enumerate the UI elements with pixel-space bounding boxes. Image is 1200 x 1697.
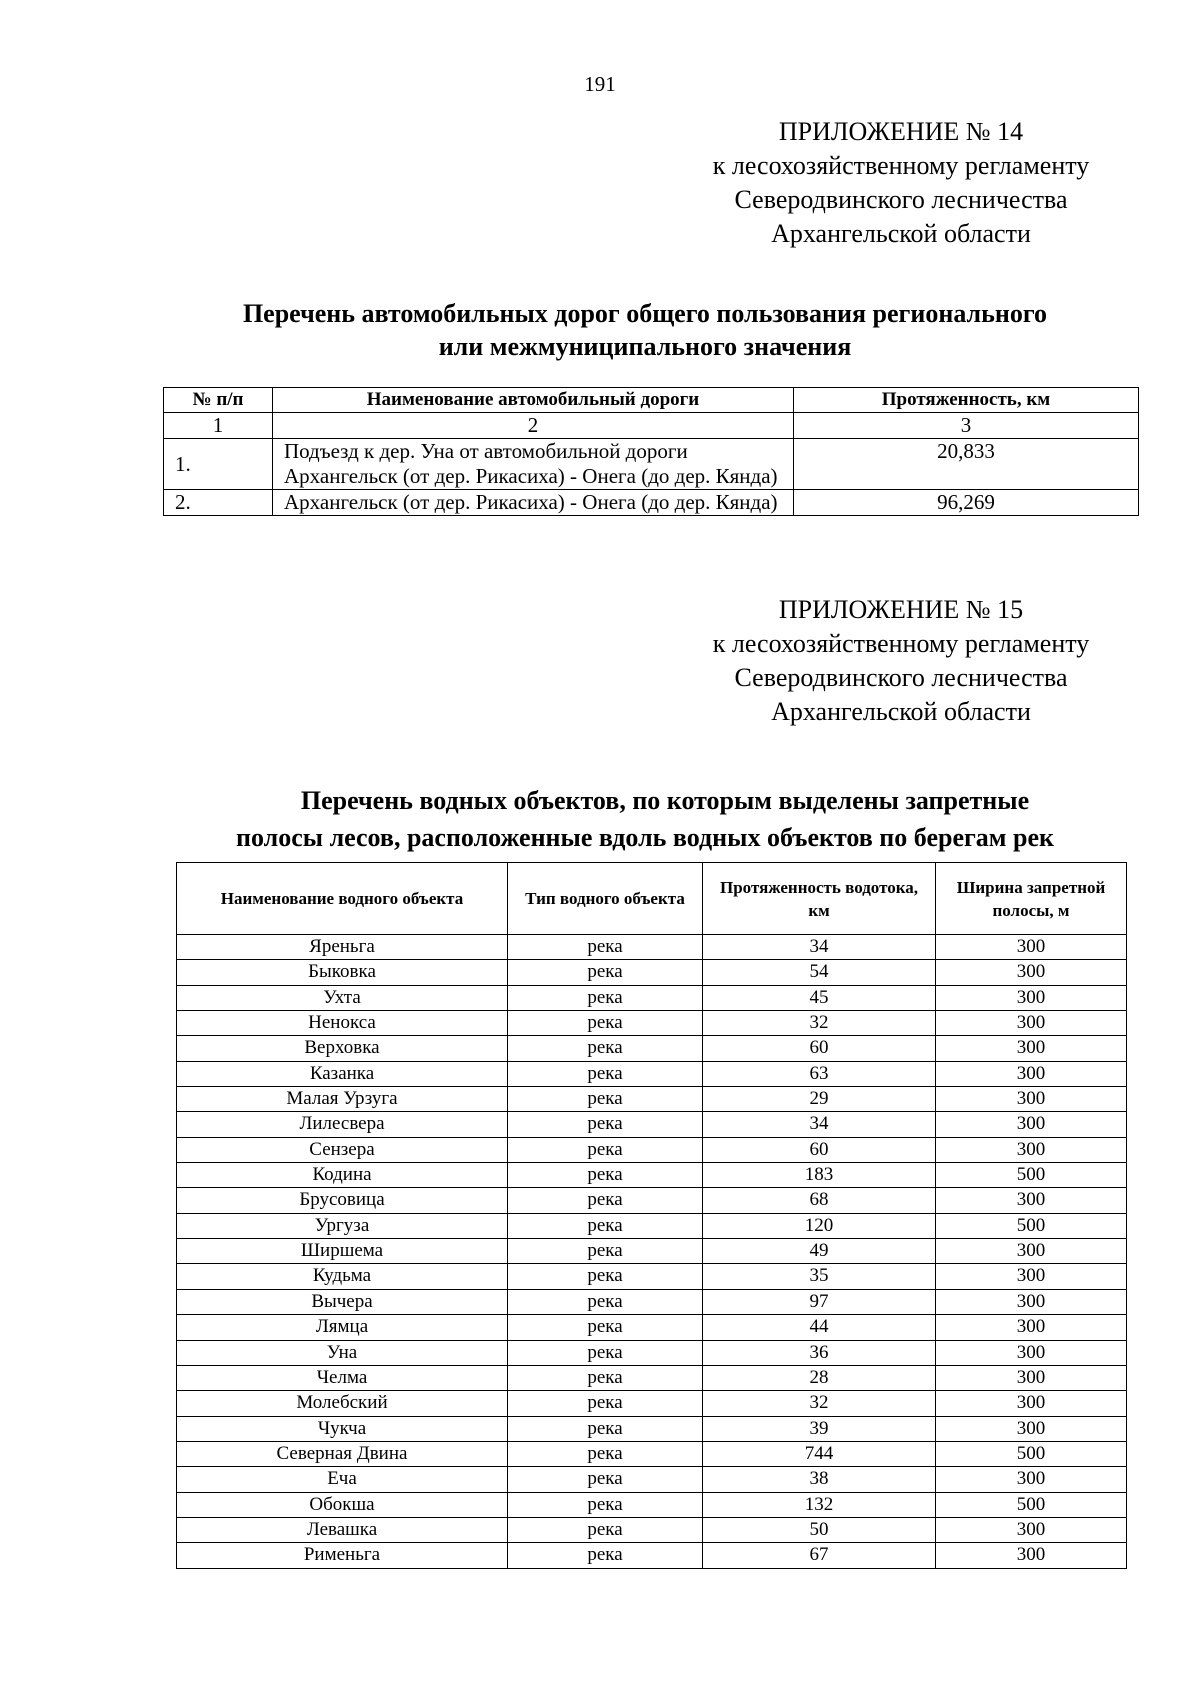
zone-width: 300 [936, 1036, 1127, 1061]
zone-width: 500 [936, 1492, 1127, 1517]
water-bodies-table [176, 862, 1127, 1569]
header-cell: № п/п [164, 388, 273, 413]
water-body-name: Лилесвера [177, 1112, 508, 1137]
column-number-row [164, 413, 1139, 439]
water-body-type: река [508, 1517, 703, 1542]
water-body-type: река [508, 1441, 703, 1466]
watercourse-length: 32 [703, 1011, 936, 1036]
appendix-heading: ПРИЛОЖЕНИЕ № 14 [778, 117, 1024, 146]
water-body-type: река [508, 1188, 703, 1213]
table-row [177, 1036, 1127, 1061]
header-cell: Наименование водного объекта [177, 863, 508, 935]
watercourse-length: 34 [703, 1112, 936, 1137]
water-body-name: Челма [177, 1365, 508, 1390]
water-body-type: река [508, 1492, 703, 1517]
table-row [177, 1517, 1127, 1542]
table-row [177, 1467, 1127, 1492]
table-row [177, 1061, 1127, 1086]
header-cell: Протяженность водотока, км [703, 863, 936, 935]
appendix-line: Северодвинского лесничества [734, 663, 1068, 692]
watercourse-length: 44 [703, 1315, 936, 1340]
page-number: 191 [584, 72, 616, 96]
title-line: Перечень автомобильных дорог общего пользования регионального [242, 299, 1048, 328]
table-row [164, 439, 1139, 490]
zone-width: 300 [936, 935, 1127, 960]
table-row [177, 1416, 1127, 1441]
water-body-name: Ухта [177, 985, 508, 1010]
water-body-name: Брусовица [177, 1188, 508, 1213]
water-body-type: река [508, 1163, 703, 1188]
water-body-type: река [508, 1264, 703, 1289]
water-body-name: Вычера [177, 1289, 508, 1314]
zone-width: 300 [936, 1011, 1127, 1036]
table-row [177, 1492, 1127, 1517]
water-body-name: Лямца [177, 1315, 508, 1340]
water-body-name: Уна [177, 1340, 508, 1365]
zone-width: 300 [936, 1188, 1127, 1213]
watercourse-length: 49 [703, 1239, 936, 1264]
water-body-name: Ширшема [177, 1239, 508, 1264]
water-body-name: Еча [177, 1467, 508, 1492]
watercourse-length: 54 [703, 960, 936, 985]
zone-width: 300 [936, 1239, 1127, 1264]
watercourse-length: 34 [703, 935, 936, 960]
table-row [177, 1011, 1127, 1036]
header-cell: Ширина запретной полосы, м [936, 863, 1127, 935]
watercourse-length: 45 [703, 985, 936, 1010]
water-body-name: Ненокса [177, 1011, 508, 1036]
row-number: 2. [164, 490, 273, 516]
water-body-name: Кодина [177, 1163, 508, 1188]
watercourse-length: 63 [703, 1061, 936, 1086]
water-body-name: Ургуза [177, 1213, 508, 1238]
watercourse-length: 50 [703, 1517, 936, 1542]
watercourse-length: 132 [703, 1492, 936, 1517]
watercourse-length: 36 [703, 1340, 936, 1365]
table-row [177, 1340, 1127, 1365]
watercourse-length: 60 [703, 1137, 936, 1162]
table-row [177, 1391, 1127, 1416]
water-body-name: Сензера [177, 1137, 508, 1162]
water-body-type: река [508, 935, 703, 960]
appendix-heading: ПРИЛОЖЕНИЕ № 15 [778, 595, 1024, 624]
table-row [177, 985, 1127, 1010]
water-body-name: Малая Урзуга [177, 1087, 508, 1112]
watercourse-length: 744 [703, 1441, 936, 1466]
watercourse-length: 60 [703, 1036, 936, 1061]
table-row [177, 1087, 1127, 1112]
zone-width: 300 [936, 1517, 1127, 1542]
zone-width: 300 [936, 1061, 1127, 1086]
water-body-type: река [508, 1011, 703, 1036]
watercourse-length: 35 [703, 1264, 936, 1289]
table-row [177, 1163, 1127, 1188]
zone-width: 300 [936, 1087, 1127, 1112]
table-row [177, 1543, 1127, 1568]
water-body-type: река [508, 1289, 703, 1314]
water-body-type: река [508, 960, 703, 985]
watercourse-length: 67 [703, 1543, 936, 1568]
water-body-type: река [508, 1467, 703, 1492]
table-row [177, 1213, 1127, 1238]
row-number: 1. [164, 439, 273, 490]
roads-table [163, 387, 1139, 516]
water-body-type: река [508, 1416, 703, 1441]
zone-width: 300 [936, 1543, 1127, 1568]
water-body-name: Кудьма [177, 1264, 508, 1289]
road-name: Архангельск (от дер. Рикасиха) - Онега (до дер. Кянда) [273, 490, 794, 516]
table-row [177, 1264, 1127, 1289]
water-body-type: река [508, 1365, 703, 1390]
road-length: 20,833 [794, 439, 1139, 490]
table-row [177, 1315, 1127, 1340]
header-cell: Тип водного объекта [508, 863, 703, 935]
water-body-type: река [508, 1543, 703, 1568]
water-body-name: Яреньга [177, 935, 508, 960]
zone-width: 500 [936, 1163, 1127, 1188]
column-number: 3 [794, 413, 1139, 439]
appendix-line: Северодвинского лесничества [734, 185, 1068, 214]
water-body-type: река [508, 1391, 703, 1416]
water-body-name: Рименьга [177, 1543, 508, 1568]
appendix-line: Архангельской области [771, 219, 1031, 248]
appendix-line: к лесохозяйственному регламенту [712, 151, 1090, 180]
table-row [177, 1137, 1127, 1162]
table-row [177, 1289, 1127, 1314]
appendix-line: к лесохозяйственному регламенту [712, 629, 1090, 658]
water-body-type: река [508, 1340, 703, 1365]
table-row [177, 1365, 1127, 1390]
water-body-name: Обокша [177, 1492, 508, 1517]
water-body-name: Верховка [177, 1036, 508, 1061]
water-body-name: Казанка [177, 1061, 508, 1086]
header-cell: Наименование автомобильный дороги [273, 388, 794, 413]
table-row [177, 1441, 1127, 1466]
table-row [164, 490, 1139, 516]
water-title [0, 782, 1200, 856]
watercourse-length: 68 [703, 1188, 936, 1213]
zone-width: 300 [936, 1137, 1127, 1162]
zone-width: 500 [936, 1441, 1127, 1466]
water-body-type: река [508, 1239, 703, 1264]
title-line: или межмуниципального значения [438, 332, 852, 361]
watercourse-length: 29 [703, 1087, 936, 1112]
appendix-14-header [691, 115, 1111, 251]
column-number: 2 [273, 413, 794, 439]
road-length: 96,269 [794, 490, 1139, 516]
water-body-name: Чукча [177, 1416, 508, 1441]
watercourse-length: 183 [703, 1163, 936, 1188]
title-line: полосы лесов, расположенные вдоль водных объектов по берегам рек [236, 823, 1054, 852]
zone-width: 300 [936, 1467, 1127, 1492]
zone-width: 500 [936, 1213, 1127, 1238]
zone-width: 300 [936, 1264, 1127, 1289]
water-body-name: Молебский [177, 1391, 508, 1416]
appendix-line: Архангельской области [771, 697, 1031, 726]
roads-title [0, 297, 1200, 363]
table-row [177, 1112, 1127, 1137]
title-line: Перечень водных объектов, по которым выделены запретные [300, 786, 1030, 815]
water-body-type: река [508, 1137, 703, 1162]
water-body-name: Быковка [177, 960, 508, 985]
watercourse-length: 38 [703, 1467, 936, 1492]
water-body-type: река [508, 1061, 703, 1086]
zone-width: 300 [936, 1315, 1127, 1340]
zone-width: 300 [936, 985, 1127, 1010]
column-number: 1 [164, 413, 273, 439]
table-row [177, 1188, 1127, 1213]
water-body-type: река [508, 1112, 703, 1137]
watercourse-length: 32 [703, 1391, 936, 1416]
zone-width: 300 [936, 1112, 1127, 1137]
water-body-type: река [508, 1315, 703, 1340]
watercourse-length: 28 [703, 1365, 936, 1390]
water-body-type: река [508, 1213, 703, 1238]
zone-width: 300 [936, 1289, 1127, 1314]
table-row [177, 935, 1127, 960]
zone-width: 300 [936, 1365, 1127, 1390]
zone-width: 300 [936, 960, 1127, 985]
appendix-15-header [691, 593, 1111, 729]
water-body-type: река [508, 1087, 703, 1112]
zone-width: 300 [936, 1340, 1127, 1365]
water-body-type: река [508, 1036, 703, 1061]
watercourse-length: 97 [703, 1289, 936, 1314]
table-row [177, 960, 1127, 985]
watercourse-length: 120 [703, 1213, 936, 1238]
zone-width: 300 [936, 1391, 1127, 1416]
water-body-name: Левашка [177, 1517, 508, 1542]
watercourse-length: 39 [703, 1416, 936, 1441]
table-row [177, 1239, 1127, 1264]
water-body-name: Северная Двина [177, 1441, 508, 1466]
water-body-type: река [508, 985, 703, 1010]
zone-width: 300 [936, 1416, 1127, 1441]
road-name: Подъезд к дер. Уна от автомобильной дороги Архангельск (от дер. Рикасиха) - Онега (до дер. Кянда) [273, 439, 794, 490]
header-cell: Протяженность, км [794, 388, 1139, 413]
